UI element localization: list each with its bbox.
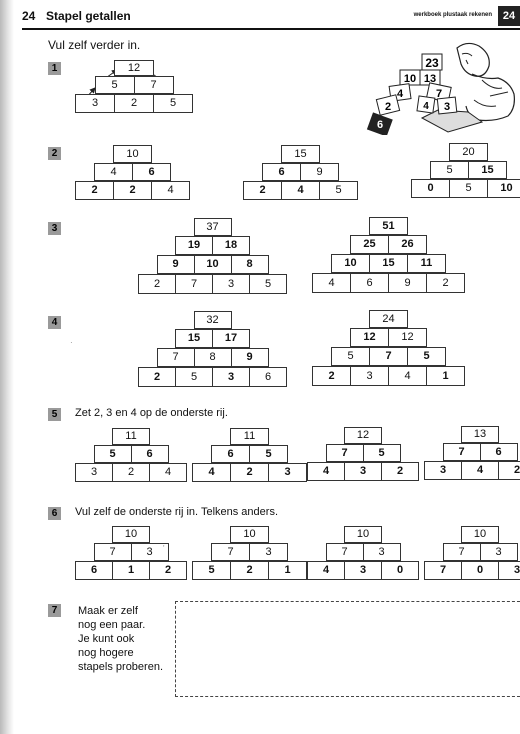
pyramid-cell: 3 xyxy=(212,367,250,387)
pyramid-cell: 6 xyxy=(262,163,301,181)
illus-block-6: 6 xyxy=(376,119,384,131)
exercise-number-1: 1 xyxy=(48,62,61,75)
illus-block-23: 23 xyxy=(425,56,439,70)
pyramid-cell: 3 xyxy=(268,463,307,482)
pyramid-cell: 8 xyxy=(194,348,232,367)
pyramid-cell: 12 xyxy=(114,60,154,76)
pyramid-cell: 4 xyxy=(461,461,499,480)
pyramid-cell: 3 xyxy=(212,274,250,294)
pyramid-cell: 7 xyxy=(443,443,481,461)
exercise-6-instruction: Vul zelf de onderste rij in. Telkens anders. xyxy=(75,506,279,518)
pyramid-cell: 7 xyxy=(424,561,462,580)
pyramid-cell: 15 xyxy=(468,161,507,179)
illus-block-7: 7 xyxy=(435,88,443,100)
pyramid-cell: 3 xyxy=(249,543,288,561)
pyramid-cell: 2 xyxy=(230,561,269,580)
pyramid-cell: 4 xyxy=(388,366,427,386)
pyramid-cell: 2 xyxy=(312,366,351,386)
illus-block-4a: 4 xyxy=(396,88,404,100)
pyramid-cell: 2 xyxy=(113,181,152,200)
exercise-7-line: nog hogere xyxy=(78,647,134,659)
pyramid-cell: 4 xyxy=(307,462,345,481)
pyramid-cell: 3 xyxy=(75,463,113,482)
exercise-number-5: 5 xyxy=(48,408,61,421)
pyramid-cell: 26 xyxy=(388,235,427,254)
exercise-7-text xyxy=(78,604,174,674)
pyramid-cell: 24 xyxy=(369,310,408,328)
pyramid-cell: 3 xyxy=(424,461,462,480)
pyramid-cell: 3 xyxy=(344,561,382,580)
stray-mark: · xyxy=(70,338,73,347)
exercise-number-7: 7 xyxy=(48,604,61,617)
series-title: werkboek plustaak rekenen xyxy=(413,12,492,18)
pyramid-cell: 1 xyxy=(268,561,307,580)
pyramid-cell: 11 xyxy=(407,254,446,273)
pyramid-cell: 6 xyxy=(75,561,113,580)
pyramid-cell: 2 xyxy=(114,94,154,113)
pyramid-cell: 10 xyxy=(331,254,370,273)
pyramid-cell: 11 xyxy=(112,428,150,445)
page-tab: 24 xyxy=(498,6,520,26)
exercise-7-line: Je kunt ook xyxy=(78,633,135,645)
exercise-7-line: stapels proberen. xyxy=(78,661,163,673)
pyramid-cell: 10 xyxy=(113,145,152,163)
exercise-7-line: nog een paar. xyxy=(78,619,146,631)
pyramid-cell: 3 xyxy=(480,543,518,561)
pyramid-cell: 0 xyxy=(411,179,450,198)
pyramid-cell: 17 xyxy=(212,329,250,348)
pyramid-cell: 6 xyxy=(211,445,250,463)
exercise-number-2: 2 xyxy=(48,147,61,160)
exercise-5-instruction: Zet 2, 3 en 4 op de onderste rij. xyxy=(75,407,228,419)
pyramid-cell: 10 xyxy=(194,255,232,274)
stacking-illustration xyxy=(362,40,520,135)
pyramid-cell: 3 xyxy=(363,543,401,561)
page-header xyxy=(22,6,520,30)
pyramid-cell: 2 xyxy=(498,461,520,480)
pyramid-cell: 5 xyxy=(249,274,287,294)
pyramid-cell: 4 xyxy=(281,181,320,200)
exercise-number-6: 6 xyxy=(48,507,61,520)
pyramid-cell: 7 xyxy=(369,347,408,366)
illus-block-13: 13 xyxy=(423,73,437,85)
pyramid-cell: 15 xyxy=(175,329,213,348)
pyramid-cell: 9 xyxy=(388,273,427,293)
pyramid-cell: 5 xyxy=(331,347,370,366)
pyramid-cell: 6 xyxy=(131,445,169,463)
pyramid-cell: 5 xyxy=(430,161,469,179)
pyramid-cell: 12 xyxy=(344,427,382,444)
illus-block-4b: 4 xyxy=(423,101,429,112)
pyramid-cell: 10 xyxy=(112,526,150,543)
pyramid-cell: 7 xyxy=(326,444,364,462)
pyramid-cell: 10 xyxy=(461,526,499,543)
pyramid-cell: 6 xyxy=(132,163,171,181)
pyramid-cell: 4 xyxy=(312,273,351,293)
pyramid-cell: 37 xyxy=(194,218,232,236)
pyramid-cell: 6 xyxy=(350,273,389,293)
pyramid-cell: 5 xyxy=(249,445,288,463)
pyramid-cell: 20 xyxy=(449,143,488,161)
pyramid-cell: 10 xyxy=(230,526,269,543)
pyramid-cell: 7 xyxy=(326,543,364,561)
pyramid-cell: 8 xyxy=(231,255,269,274)
pyramid-cell: 1 xyxy=(112,561,150,580)
pyramid-cell: 15 xyxy=(281,145,320,163)
pyramid-cell: 2 xyxy=(426,273,465,293)
pyramid-cell: 9 xyxy=(300,163,339,181)
illus-block-2: 2 xyxy=(384,101,392,113)
pyramid-cell: 2 xyxy=(149,561,187,580)
pyramid-cell: 3 xyxy=(75,94,115,113)
pyramid-cell: 5 xyxy=(175,367,213,387)
pyramid-cell: 7 xyxy=(134,76,174,94)
pyramid-cell: 5 xyxy=(95,76,135,94)
pyramid-cell: 2 xyxy=(243,181,282,200)
pyramid-cell: 6 xyxy=(480,443,518,461)
pyramid-cell: 7 xyxy=(157,348,195,367)
pyramid-cell: 25 xyxy=(350,235,389,254)
pyramid-cell: 11 xyxy=(230,428,269,445)
exercise-7-drawing-area[interactable] xyxy=(175,601,520,697)
pyramid-cell: 19 xyxy=(175,236,213,255)
pyramid-cell: 32 xyxy=(194,311,232,329)
pyramid-cell: 5 xyxy=(192,561,231,580)
exercise-number-4: 4 xyxy=(48,316,61,329)
pyramid-cell: 5 xyxy=(363,444,401,462)
illus-block-3: 3 xyxy=(443,101,451,113)
pyramid-cell: 2 xyxy=(112,463,150,482)
pyramid-cell: 10 xyxy=(487,179,520,198)
page-title: Stapel getallen xyxy=(46,9,131,23)
pyramid-cell: 7 xyxy=(94,543,132,561)
pyramid-cell: 3 xyxy=(350,366,389,386)
pyramid-cell: 0 xyxy=(381,561,419,580)
pyramid-cell: 15 xyxy=(369,254,408,273)
pyramid-cell: 9 xyxy=(157,255,195,274)
pyramid-cell: 5 xyxy=(319,181,358,200)
pyramid-cell: 18 xyxy=(212,236,250,255)
pyramid-cell: 5 xyxy=(449,179,488,198)
pyramid-cell: 2 xyxy=(230,463,269,482)
pyramid-cell: 4 xyxy=(192,463,231,482)
pyramid-cell: 5 xyxy=(407,347,446,366)
pyramid-cell: 4 xyxy=(151,181,190,200)
exercise-7-line: Maak er zelf xyxy=(78,605,138,617)
pyramid-cell: 9 xyxy=(231,348,269,367)
pyramid-cell: 7 xyxy=(443,543,481,561)
pyramid-cell: 51 xyxy=(369,217,408,235)
page-number: 24 xyxy=(22,9,36,23)
pyramid-cell: 2 xyxy=(381,462,419,481)
pyramid-cell: 2 xyxy=(75,181,114,200)
pyramid-cell: 12 xyxy=(388,328,427,347)
page-binding-shadow xyxy=(0,0,14,734)
pyramid-cell: 4 xyxy=(307,561,345,580)
pyramid-cell: 5 xyxy=(94,445,132,463)
pyramid-cell: 13 xyxy=(461,426,499,443)
pyramid-cell: 3 xyxy=(344,462,382,481)
pyramid-cell: 12 xyxy=(350,328,389,347)
pyramid-cell: 5 xyxy=(153,94,193,113)
pyramid-cell: 4 xyxy=(94,163,133,181)
pyramid-cell: 6 xyxy=(249,367,287,387)
pyramid-cell: 10 xyxy=(344,526,382,543)
pyramid-cell: 3 xyxy=(498,561,520,580)
pyramid-cell: 4 xyxy=(149,463,187,482)
pyramid-cell: 0 xyxy=(461,561,499,580)
pyramid-cell: 7 xyxy=(211,543,250,561)
stray-mark: ' xyxy=(163,544,165,553)
intro-instruction: Vul zelf verder in. xyxy=(48,38,141,52)
pyramid-cell: 2 xyxy=(138,274,176,294)
pyramid-cell: 2 xyxy=(138,367,176,387)
pyramid-cell: 1 xyxy=(426,366,465,386)
illus-block-10: 10 xyxy=(403,73,417,85)
pyramid-cell: 3 xyxy=(131,543,169,561)
exercise-number-3: 3 xyxy=(48,222,61,235)
pyramid-cell: 7 xyxy=(175,274,213,294)
